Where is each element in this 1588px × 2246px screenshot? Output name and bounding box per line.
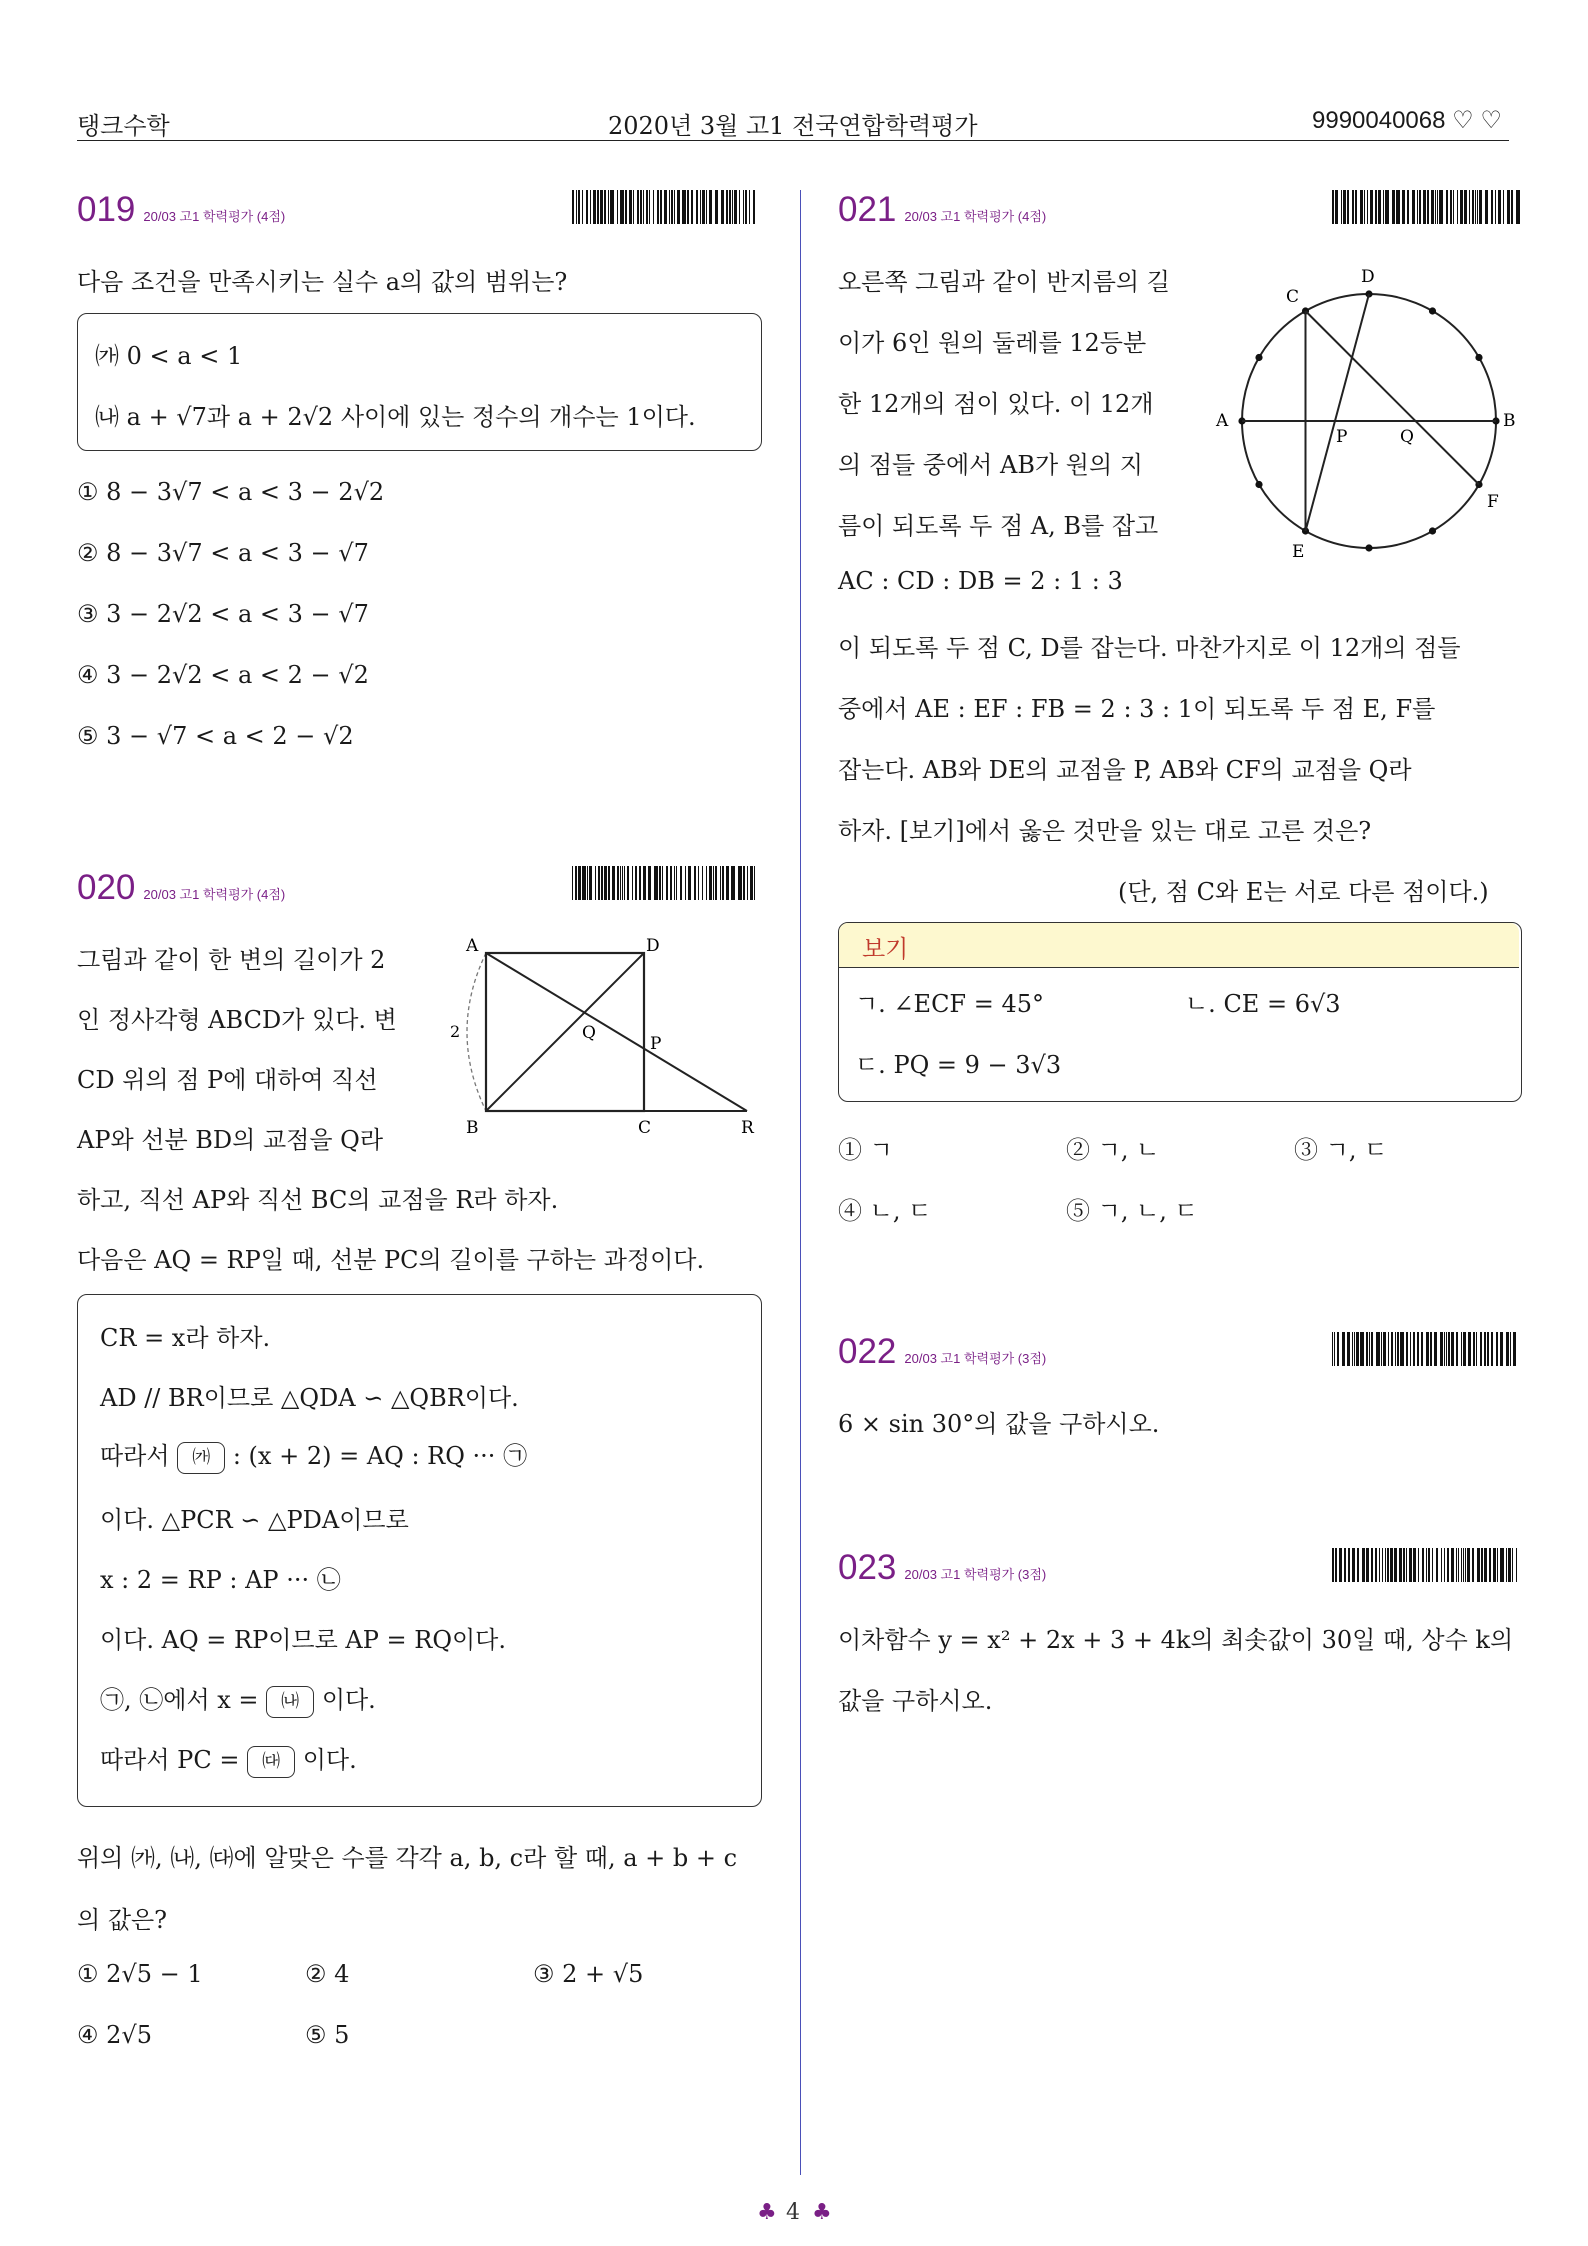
line-ar [486,953,747,1111]
choice-5[interactable]: ⑤ ㄱ, ㄴ, ㄷ [1066,1197,1198,1225]
choice-3[interactable]: ③ 2 + √5 [533,1960,644,1988]
choice-5[interactable]: ⑤ 5 [305,2021,350,2049]
club-icon: ♣ [812,2200,832,2225]
q020-square-diagram [440,935,770,1147]
barcode-icon [1332,1548,1520,1582]
q021-line-4: 의 점들 중에서 AB가 원의 지 [838,451,1143,479]
question-source: 20/03 고1 학력평가 (4점) [143,887,286,902]
choice-4[interactable]: ④ 2√5 [77,2021,152,2049]
chord-cf [1306,311,1479,484]
q019-condition-1: ㈎ 0 < a < 1 [95,342,243,370]
bogi-item-3: ㄷ. PQ = 9 − 3√3 [855,1051,1062,1079]
label-d: D [1361,267,1375,287]
choice-5[interactable]: ⑤ 3 − √7 < a < 2 − √2 [77,722,354,750]
circle-point [1365,544,1372,551]
proof-line-4: 이다. △PCR ∽ △PDA이므로 [100,1506,409,1534]
choice-2[interactable]: ② ㄱ, ㄴ [1066,1136,1160,1164]
q019-heading [77,190,285,230]
label-b: B [1503,411,1516,431]
choice-1[interactable]: ① 8 − 3√7 < a < 3 − 2√2 [77,478,385,506]
q021-line-2: 이가 6인 원의 둘레를 12등분 [838,329,1147,357]
choice-4[interactable]: ④ 3 − 2√2 < a < 2 − √2 [77,661,369,689]
label-d: D [646,936,660,956]
circle-point [1255,481,1262,488]
label-f: F [1487,492,1499,512]
q020-line-3: CD 위의 점 P에 대하여 직선 [77,1066,378,1094]
q020-line-4: AP와 선분 BD의 교점을 Q라 [77,1126,384,1154]
blank-b: ㈏ [266,1686,314,1718]
question-number: 023 [838,1548,897,1587]
choice-1[interactable]: ① 2√5 − 1 [77,1960,203,1988]
q021-line-3: 한 12개의 점이 있다. 이 12개 [838,390,1154,418]
q022-stem: 6 × sin 30°의 값을 구하시오. [838,1410,1160,1438]
proof-text: ㉠, ㉡에서 x = [100,1686,259,1714]
q019-stem: 다음 조건을 만족시키는 실수 a의 값의 범위는? [77,268,568,296]
q020-heading [77,868,285,908]
question-source: 20/03 고1 학력평가 (4점) [904,209,1047,224]
proof-line-2: AD // BR이므로 △QDA ∽ △QBR이다. [100,1384,519,1412]
barcode-icon [1332,190,1520,224]
label-c: C [1286,287,1300,307]
q020-line-2: 인 정사각형 ABCD가 있다. 변 [77,1006,397,1034]
proof-text: 이다. [321,1686,376,1714]
circle-point [1475,354,1482,361]
q023-stem-2: 값을 구하시오. [838,1687,993,1715]
label-side: 2 [450,1022,461,1041]
q019-condition-2: ㈏ a + √7과 a + 2√2 사이에 있는 정수의 개수는 1이다. [95,403,696,431]
chord-de [1306,294,1370,531]
question-source: 20/03 고1 학력평가 (3점) [904,1351,1047,1366]
question-number: 019 [77,190,136,229]
q022-heading [838,1332,1046,1372]
q020-proof-box [77,1294,762,1807]
circle-point [1429,307,1436,314]
question-number: 020 [77,868,136,907]
proof-text: 이다. [302,1746,357,1774]
header-code: 9990040068 ♡ ♡ [1312,107,1502,134]
q021-line-10: 하자. [보기]에서 옳은 것만을 있는 대로 고른 것은? [838,817,1372,845]
q023-heading [838,1548,1046,1588]
q021-line-6: AC : CD : DB = 2 : 1 : 3 [838,567,1123,595]
club-icon: ♣ [757,2200,777,2225]
question-source: 20/03 고1 학력평가 (4점) [143,209,286,224]
diagonal-bd [486,953,644,1111]
q021-line-1: 오른쪽 그림과 같이 반지름의 길 [838,268,1170,296]
proof-text: 따라서 PC = [100,1746,240,1774]
column-divider [800,190,801,2175]
dimension-arc [467,953,486,1111]
proof-line-3 [100,1436,527,1474]
label-q: Q [582,1023,596,1043]
label-c: C [638,1118,652,1138]
q020-after-2: 의 값은? [77,1906,168,1934]
barcode-icon [1332,1332,1520,1366]
q020-after-1: 위의 ㈎, ㈏, ㈐에 알맞은 수를 각각 a, b, c라 할 때, a + b + c [77,1844,738,1872]
question-number: 022 [838,1332,897,1371]
bogi-header [839,923,1519,968]
q021-line-11: (단, 점 C와 E는 서로 다른 점이다.) [1118,878,1489,906]
q021-line-9: 잡는다. AB와 DE의 교점을 P, AB와 CF의 교점을 Q라 [838,756,1412,784]
proof-text: : (x + 2) = AQ : RQ ··· ㉠ [232,1442,528,1470]
choice-3[interactable]: ③ ㄱ, ㄷ [1294,1136,1388,1164]
q021-line-8: 중에서 AE : EF : FB = 2 : 3 : 1이 되도록 두 점 E, F를 [838,695,1436,723]
label-p: P [650,1034,662,1054]
label-b: B [466,1118,479,1138]
blank-c: ㈐ [247,1746,295,1778]
proof-line-8 [100,1740,357,1778]
q021-line-5: 름이 되도록 두 점 A, B를 잡고 [838,512,1159,540]
label-r: R [741,1118,754,1138]
circle-point [1255,354,1262,361]
q023-stem-1: 이차함수 y = x² + 2x + 3 + 4k의 최솟값이 30일 때, 상수 k의 [838,1626,1514,1654]
bogi-item-2: ㄴ. CE = 6√3 [1185,990,1341,1018]
header-title: 2020년 3월 고1 전국연합학력평가 [608,112,978,140]
page-number: 4 [786,2200,800,2225]
label-e: E [1292,542,1305,562]
label-p: P [1336,427,1348,447]
label-q: Q [1400,427,1414,447]
q021-line-7: 이 되도록 두 점 C, D를 잡는다. 마찬가지로 이 12개의 점들 [838,634,1461,662]
choice-2[interactable]: ② 4 [305,1960,350,1988]
proof-text: 따라서 [100,1442,170,1470]
proof-line-6: 이다. AQ = RP이므로 AP = RQ이다. [100,1626,506,1654]
header-rule [77,140,1509,141]
barcode-icon [572,190,760,224]
choice-1[interactable]: ① ㄱ [838,1136,893,1164]
barcode-icon [572,866,760,900]
q020-line-1: 그림과 같이 한 변의 길이가 2 [77,946,386,974]
q020-line-5: 하고, 직선 AP와 직선 BC의 교점을 R라 하자. [77,1186,559,1214]
label-a: A [1216,411,1229,431]
label-a: A [466,936,479,956]
choice-4[interactable]: ④ ㄴ, ㄷ [838,1197,932,1225]
proof-line-1: CR = x라 하자. [100,1324,271,1352]
choice-3[interactable]: ③ 3 − 2√2 < a < 3 − √7 [77,600,369,628]
question-source: 20/03 고1 학력평가 (3점) [904,1567,1047,1582]
bogi-title: 보기 [862,936,909,963]
q020-line-6: 다음은 AQ = RP일 때, 선분 PC의 길이를 구하는 과정이다. [77,1246,705,1274]
blank-a: ㈎ [177,1442,225,1474]
q021-circle-diagram [1210,262,1522,572]
proof-line-5: x : 2 = RP : AP ··· ㉡ [100,1566,341,1594]
circle-point [1429,527,1436,534]
choice-2[interactable]: ② 8 − 3√7 < a < 3 − √7 [77,539,369,567]
bogi-item-1: ㄱ. ∠ECF = 45° [855,990,1044,1018]
question-number: 021 [838,190,897,229]
proof-line-7 [100,1680,376,1718]
q021-heading [838,190,1046,230]
header-brand: 탱크수학 [77,113,170,140]
